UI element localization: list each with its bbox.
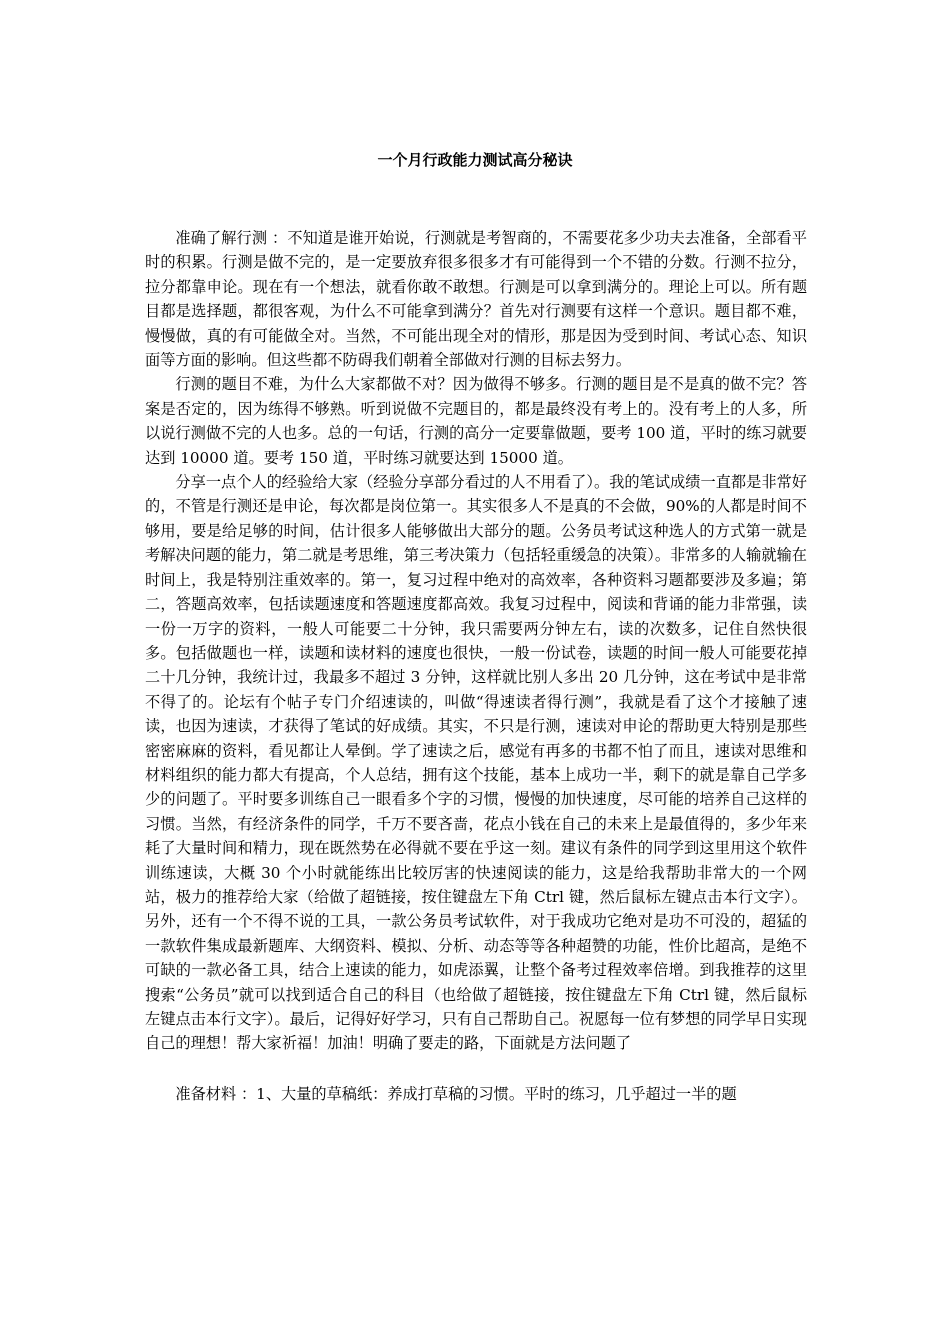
document-body [145, 226, 807, 1106]
paragraph-spacer [145, 1056, 807, 1082]
paragraph-prepare-materials: 准备材料 ：1、大量的草稿纸：养成打草稿的习惯。平时的练习，几乎超过一半的题 [175, 1084, 737, 1103]
paragraph-personal-experience: 分享一点个人的经验给大家（经验分享部分看过的人不用看了）。我的笔试成绩一直都是非常好的，不管是行测还是申论，每次都是岗位第一。其实很多人不是真的不会做，90%的人都是时间不够用，要是给足够的时间，估计很多人能够做出大部分的题。公务员考试这种选人的方式第一就是考解决问题的能力，第二就是考思维，第三考决策力（包括轻重缓急的决策）。非常多的人输就输在时间上，我是特别注重效率的。第一，复习过程中绝对的高效率，各种资料习题都要涉及多遍；第二，答题高效率，包括读题速度和答题速度都高效。我复习过程中，阅读和背诵的能力非常强，读一份一万字的资料，一般人可能要二十分钟，我只需要两分钟左右，读的次数多，记住自然快很多。包括做题也一样，读题和读材料的速度也很快，一般一份试卷，读题的时间一般人可能要花掉二十几分钟，我统计过，我最多不超过 3 分钟，这样就比别人多出 20 几分钟，这在考试中是非常不得了的。论坛有个帖子专门介绍速读的，叫做“得速读者得行测”，我就是看了这个才接触了速读，也因为速读，才获得了笔试的好成绩。其实，不只是行测，速读对申论的帮助更大特别是那些密密麻麻的资料，看见都让人晕倒。学了速读之后，感觉有再多的书都不怕了而且，速读对思维和材料组织的能力都大有提高，个人总结，拥有这个技能，基本上成功一半，剩下的就是靠自己学多少的问题了。平时要多训练自己一眼看多个字的习惯，慢慢的加快速度，尽可能的培养自己这样的习惯。当然，有经济条件的同学，千万不要吝啬，花点小钱在自己的未来上是最值得的，多少年来耗了大量时间和精力，现在既然势在必得就不要在乎这一刻。建议有条件的同学到这里用这个软件训练速读，大概 30 个小时就能练出比较厉害的快速阅读的能力，这是给我帮助非常大的一个网站，极力的推荐给大家（给做了超链接，按住键盘左下角 Ctrl 键，然后鼠标左键点击本行文字）。另外，还有一个不得不说的工具，一款公务员考试软件，对于我成功它绝对是功不可没的，超猛的一款软件集成最新题库、大纲资料、模拟、分析、动态等等各种超赞的功能，性价比超高，是绝不可缺的一款必备工具，结合上速读的能力，如虎添翼，让整个备考过程效率倍增。到我推荐的这里搜索“公务员”就可以找到适合自己的科目（也给做了超链接，按住键盘左下角 Ctrl 键，然后鼠标左键点击本行文字）。最后，记得好好学习，只有自己帮助自己。祝愿每一位有梦想的同学早日实现自己的理想！帮大家祈福！加油！明确了要走的路，下面就是方法问题了 [145, 473, 807, 1053]
paragraph-practice-volume: 行测的题目不难，为什么大家都做不对？因为做得不够多。行测的题目是不是真的做不完？答案是否定的，因为练得不够熟。听到说做不完题目的，都是最终没有考上的。没有考上的人多，所以说行测做不完的人也多。总的一句话，行测的高分一定要靠做题，要考 100 道，平时的练习就要达到 10000 道。要考 150 道，平时练习就要达到 15000 道。 [145, 375, 807, 467]
paragraph-understand-test: 准确了解行测 ：不知道是谁开始说，行测就是考智商的，不需要花多少功夫去准备，全部看平时的积累。行测是做不完的，是一定要放弃很多很多才有可能得到一个不错的分数。行测不拉分，拉分都靠申论。现在有一个想法，就看你敢不敢想。行测是可以拿到满分的。理论上可以。所有题目都是选择题，都很客观，为什么不可能拿到满分？首先对行测要有这样一个意识。题目都不难，慢慢做，真的有可能做全对。当然，不可能出现全对的情形，那是因为受到时间、考试心态、知识面等方面的影响。但这些都不防碍我们朝着全部做对行测的目标去努力。 [145, 229, 807, 370]
document-title: 一个月行政能力测试高分秘诀 [377, 151, 573, 169]
